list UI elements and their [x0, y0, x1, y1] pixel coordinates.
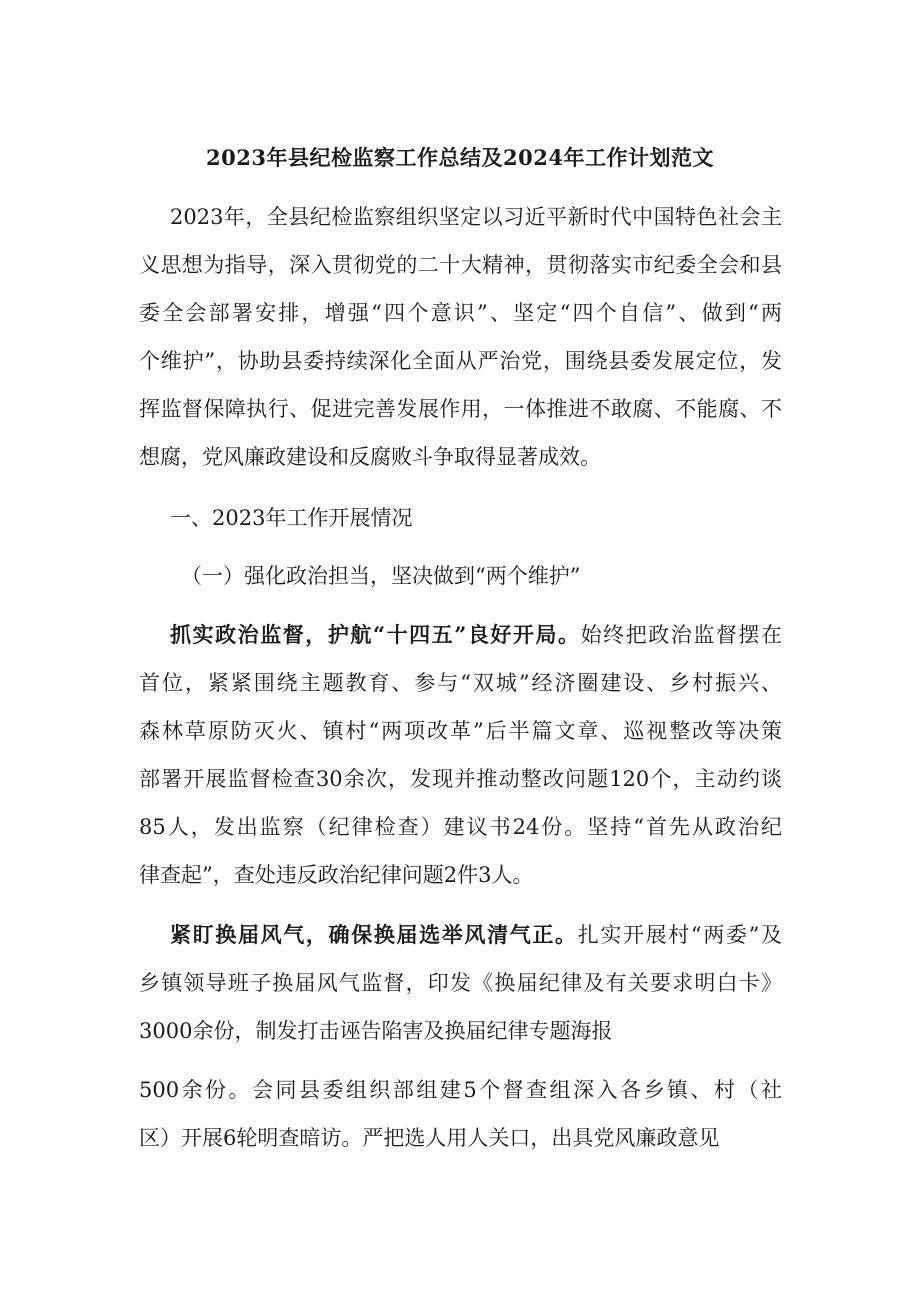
intro-line: 挥监督保障执行、促进完善发展作用，一体推进不敢腐、不能腐、不	[139, 397, 782, 421]
para1-line: 森林草原防灭火、镇村“两项改革”后半篇文章、巡视整改等决策	[139, 719, 782, 743]
para1-first-line	[170, 620, 782, 650]
intro-line: 个维护”，协助县委持续深化全面从严治党，围绕县委发展定位，发	[139, 349, 782, 373]
para2-line: 乡镇领导班子换届风气监督，印发《换届纪律及有关要求明白卡》	[139, 971, 782, 995]
para3-line: 区）开展6轮明查暗访。严把选人用人关口，出具党风廉政意见	[139, 1126, 720, 1150]
intro-line: 想腐，党风廉政建设和反腐败斗争取得显著成效。	[139, 445, 601, 469]
intro-line: 2023年，全县纪检监察组织坚定以习近平新时代中国特色社会主	[170, 205, 782, 229]
para2-lead: 紧盯换届风气，确保换届选举风清气正。	[170, 922, 578, 947]
intro-line: 义思想为指导，深入贯彻党的二十大精神，贯彻落实市纪委全会和县	[139, 253, 782, 277]
para1-lead-rest: 始终把政治监督摆在	[580, 623, 782, 647]
subsection-heading: （一）强化政治担当，坚决做到“两个维护”	[181, 564, 581, 588]
para1-line: 首位，紧紧围绕主题教育、参与“双城”经济圈建设、乡村振兴、	[139, 671, 782, 695]
para1-line: 律查起”，查处违反政治纪律问题2件3人。	[139, 863, 534, 887]
para1-line: 85人，发出监察（纪律检查）建议书24份。坚持“首先从政治纪	[139, 815, 782, 839]
para1-line: 部署开展监督检查30余次，发现并推动整改问题120个，主动约谈	[139, 767, 782, 791]
para3-line: 500余份。会同县委组织部组建5个督查组深入各乡镇、村（社	[139, 1078, 782, 1102]
para2-first-line	[170, 920, 782, 950]
intro-line: 委全会部署安排，增强“四个意识”、坚定“四个自信”、做到“两	[139, 301, 782, 325]
para2-lead-rest: 扎实开展村“两委”及	[577, 923, 782, 947]
document-title: 2023年县纪检监察工作总结及2024年工作计划范文	[206, 145, 714, 170]
section-heading: 一、2023年工作开展情况	[170, 506, 413, 530]
para2-line: 3000余份，制发打击诬告陷害及换届纪律专题海报	[139, 1019, 613, 1043]
para1-lead: 抓实政治监督，护航“十四五”良好开局。	[170, 622, 581, 647]
